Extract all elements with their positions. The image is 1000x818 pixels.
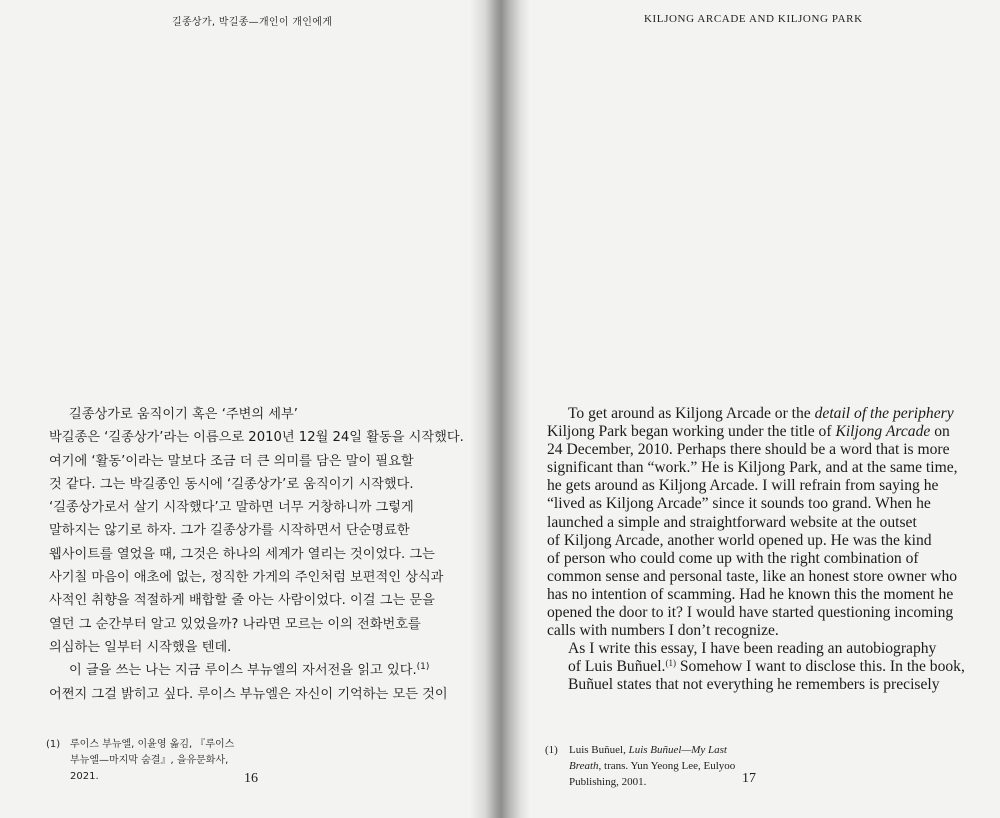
- text-run: 어쩐지 그걸 밝히고 싶다. 루이스 부뉴엘은 자신이 기억하는 모든 것이: [49, 686, 448, 702]
- footnote-line: [569, 742, 765, 758]
- page-number-right: 17: [742, 771, 756, 786]
- running-head-english: KILJONG ARCADE AND KILJONG PARK: [644, 13, 863, 25]
- left-page: [0, 0, 490, 818]
- text-line: [547, 622, 997, 640]
- text-run: 박길종은 ‘길종상가’라는 이름으로 2010년 12월 24일 활동을 시작했다.: [49, 430, 464, 446]
- text-run: ‘길종상가로서 살기 시작했다’고 말하면 너무 거창하니까 그렇게: [49, 500, 414, 516]
- text-line: [547, 477, 997, 495]
- korean-footnote: [46, 737, 246, 785]
- italic-title: Breath: [569, 760, 599, 772]
- text-run: of Luis Buñuel.: [568, 658, 666, 676]
- text-line: [547, 459, 997, 477]
- text-line: [49, 426, 485, 449]
- footnote-line: [569, 758, 765, 774]
- text-line: [49, 543, 485, 566]
- text-run: As I write this essay, I have been reading an autobiography: [568, 640, 937, 658]
- text-line: [49, 519, 485, 542]
- page-number-left: 16: [244, 771, 258, 786]
- text-run: of Kiljong Arcade, another world opened up. He was the kind: [547, 531, 932, 549]
- text-run: 사기칠 마음이 애초에 없는, 정직한 가게의 주인처럼 보편적인 상식과: [49, 570, 444, 586]
- text-run: launched a simple and straightforward website at the outset: [547, 513, 917, 531]
- text-line: [547, 495, 997, 513]
- text-run: , trans. Yun Yeong Lee, Eulyoo: [598, 760, 736, 772]
- text-line: [49, 589, 485, 612]
- footnote-reference: (1): [416, 662, 430, 673]
- text-run: Somehow I want to disclose this. In the book,: [675, 658, 965, 676]
- english-body-text: [547, 405, 997, 695]
- text-line: [547, 441, 997, 459]
- text-run: 이 글을 쓰는 나는 지금 루이스 부뉴엘의 자서전을 읽고 있다.: [69, 663, 417, 679]
- text-line: [547, 640, 997, 658]
- text-line: [49, 566, 485, 589]
- italic-title: detail of the periphery: [814, 405, 954, 422]
- text-run: 것 같다. 그는 박길종인 동시에 ‘길종상가’로 움직이기 시작했다.: [49, 476, 414, 492]
- text-line: [547, 604, 997, 622]
- footnote-line: 2021.: [70, 771, 99, 782]
- text-run: opened the door to it? I would have started questioning incoming: [547, 604, 954, 622]
- text-run: calls with numbers I don’t recognize.: [547, 622, 779, 640]
- italic-title: Kiljong Arcade: [835, 423, 931, 441]
- korean-body-text: [49, 403, 485, 706]
- text-line: [547, 514, 997, 532]
- text-line: [547, 568, 997, 586]
- text-run: Buñuel states that not everything he remembers is precisely: [568, 676, 940, 694]
- text-line: [49, 683, 485, 706]
- text-run: 사적인 취향을 적절하게 배합할 줄 아는 사람이었다. 이걸 그는 문을: [49, 593, 435, 609]
- text-line: [547, 586, 997, 604]
- text-line: [49, 613, 485, 636]
- text-run: Publishing, 2001.: [569, 776, 647, 788]
- text-run: Kiljong Park began working under the title of: [547, 423, 836, 441]
- text-line: [49, 473, 485, 496]
- text-run: common sense and personal taste, like an honest store owner who: [547, 567, 958, 585]
- text-run: 열던 그 순간부터 알고 있었을까? 나라면 모르는 이의 전화번호를: [49, 616, 421, 632]
- text-run: significant than “work.” He is Kiljong Park, and at the same time,: [547, 459, 958, 477]
- text-run: “lived as Kiljong Arcade” since it sounds too grand. When he: [547, 495, 931, 513]
- footnote-reference: (1): [665, 658, 676, 669]
- text-run: 여기에 ‘활동’이라는 말보다 조금 더 큰 의미를 담은 말이 필요할: [49, 453, 414, 469]
- footnote-text: [70, 737, 246, 785]
- footnote-number: (1): [545, 744, 558, 756]
- text-line: [547, 532, 997, 550]
- text-line: [49, 659, 485, 682]
- text-run: 길종상가로 움직이기 혹은 ‘주변의 세부’: [69, 407, 298, 422]
- text-line: [547, 423, 997, 441]
- text-run: has no intention of scamming. Had he known this the moment he: [547, 585, 954, 603]
- text-line: [49, 636, 485, 659]
- text-run: on: [930, 423, 950, 441]
- italic-title: Luis Buñuel—My Last: [628, 744, 727, 756]
- text-run: 말하지는 않기로 하자. 그가 길종상가를 시작하면서 단순명료한: [49, 523, 410, 539]
- text-line: [49, 450, 485, 473]
- text-line: [547, 405, 997, 423]
- footnote-text: [569, 742, 765, 790]
- english-footnote: [545, 742, 765, 790]
- footnote-number: (1): [46, 739, 61, 750]
- text-run: 24 December, 2010. Perhaps there should be a word that is more: [547, 441, 950, 459]
- text-run: Luis Buñuel,: [569, 744, 629, 756]
- running-head-korean: 길종상가, 박길종—개인이 개인에게: [172, 17, 333, 28]
- footnote-line: [569, 774, 765, 790]
- text-line: [547, 676, 997, 694]
- text-run: of person who could come up with the right combination of: [547, 549, 919, 567]
- text-line: [49, 403, 485, 426]
- text-line: [49, 496, 485, 519]
- text-line: [547, 550, 997, 568]
- text-run: To get around as Kiljong Arcade or the: [568, 405, 815, 422]
- text-line: [547, 658, 997, 676]
- footnote-line: 루이스 부뉴엘, 이윤영 옮김, 『루이스: [70, 739, 235, 750]
- book-gutter-shadow: [470, 0, 530, 818]
- text-run: 의심하는 일부터 시작했을 텐데.: [49, 639, 232, 655]
- right-page: [510, 0, 1000, 818]
- text-run: 웹사이트를 열었을 때, 그것은 하나의 세계가 열리는 것이었다. 그는: [49, 546, 435, 562]
- footnote-line: 부뉴엘—마지막 숨결』, 을유문화사,: [70, 755, 229, 766]
- text-run: he gets around as Kiljong Arcade. I will refrain from saying he: [547, 477, 939, 495]
